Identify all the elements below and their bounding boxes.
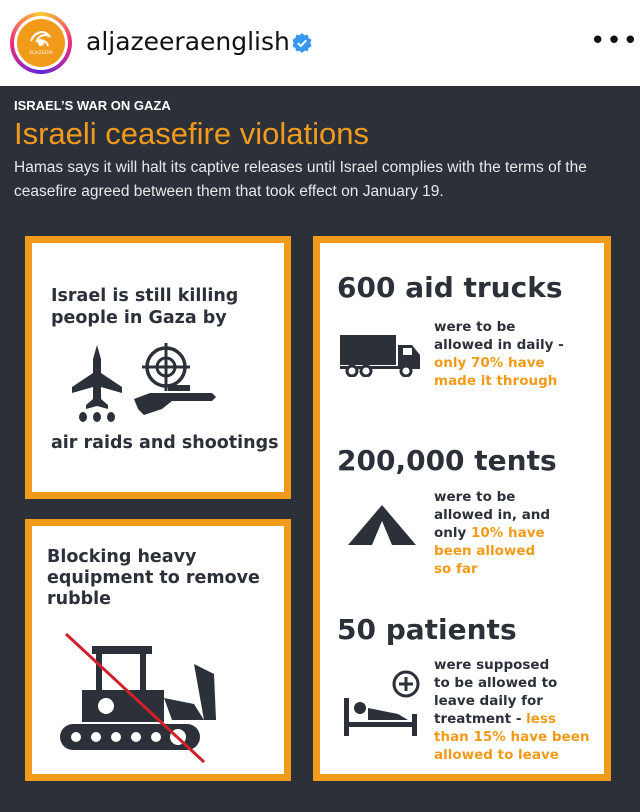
trucks-line2: allowed in daily -: [434, 337, 564, 353]
truck-icon: [340, 333, 424, 377]
crossed-bulldozer-icon: [54, 624, 224, 764]
patients-figure: 50 patients: [337, 613, 517, 646]
sniper-rifle-icon: [132, 343, 218, 417]
killing-heading-line2: people in Gaza by: [51, 308, 227, 328]
tents-figure: 200,000 tents: [337, 444, 557, 477]
killing-heading-line1: Israel is still killing: [51, 286, 239, 306]
rubble-line1: Blocking heavy: [47, 547, 197, 567]
rubble-card: [25, 519, 291, 781]
username[interactable]: aljazeeraenglish: [86, 27, 290, 56]
tents-line2: allowed in, and: [434, 507, 551, 523]
logo-calligraphy-icon: [17, 19, 65, 67]
trucks-figure: 600 aid trucks: [337, 271, 563, 304]
tents-highlight1: been allowed: [434, 543, 536, 559]
post-header: [0, 0, 640, 86]
patients-line4: [434, 710, 589, 728]
trucks-highlight1: only 70% have: [434, 355, 545, 371]
patients-line1: were supposed: [434, 657, 550, 673]
infographic-subtitle: Hamas says it will halt its captive releases until Israel complies with the terms of the ceasefire agreed between them that took effect on January 19.: [14, 159, 587, 200]
patients-highlight1: than 15% have been: [434, 729, 590, 745]
rubble-line3: rubble: [47, 589, 112, 609]
avatar-text: ALJAZEERA: [29, 50, 53, 55]
killing-card: [25, 236, 291, 499]
patients-line4b: less: [526, 711, 556, 727]
trucks-highlight2: made it through: [434, 373, 558, 389]
trucks-line1: were to be: [434, 319, 516, 335]
trucks-description: [434, 318, 564, 390]
avatar-frame: [14, 16, 68, 70]
verified-badge-icon: [292, 33, 312, 53]
tents-line3b: 10% have: [471, 525, 545, 541]
tents-description: [434, 488, 550, 578]
patients-line3: leave daily for: [434, 693, 543, 709]
patients-line2: to be allowed to: [434, 675, 558, 691]
aljazeera-logo-icon: [17, 19, 65, 67]
killing-heading: [51, 285, 238, 329]
killing-caption: air raids and shootings: [51, 433, 279, 453]
rubble-line2: equipment to remove: [47, 568, 260, 588]
patients-highlight2: allowed to leave: [434, 747, 559, 763]
patients-description: [434, 656, 589, 764]
infographic-title: Israeli ceasefire violations: [14, 116, 369, 151]
tent-icon: [348, 505, 416, 545]
aid-card: [313, 236, 611, 781]
tents-line1: were to be: [434, 489, 516, 505]
tents-line3a: only: [434, 525, 472, 541]
tents-highlight2: so far: [434, 561, 478, 577]
hospital-bed-icon: [342, 668, 422, 738]
kicker: ISRAEL’S WAR ON GAZA: [14, 98, 171, 113]
avatar[interactable]: [10, 12, 72, 74]
fighter-jet-icon: [70, 343, 124, 423]
more-options-button[interactable]: •••: [590, 26, 640, 56]
tents-line3: [434, 524, 550, 542]
rubble-heading: [47, 547, 260, 610]
patients-line4a: treatment -: [434, 711, 527, 727]
